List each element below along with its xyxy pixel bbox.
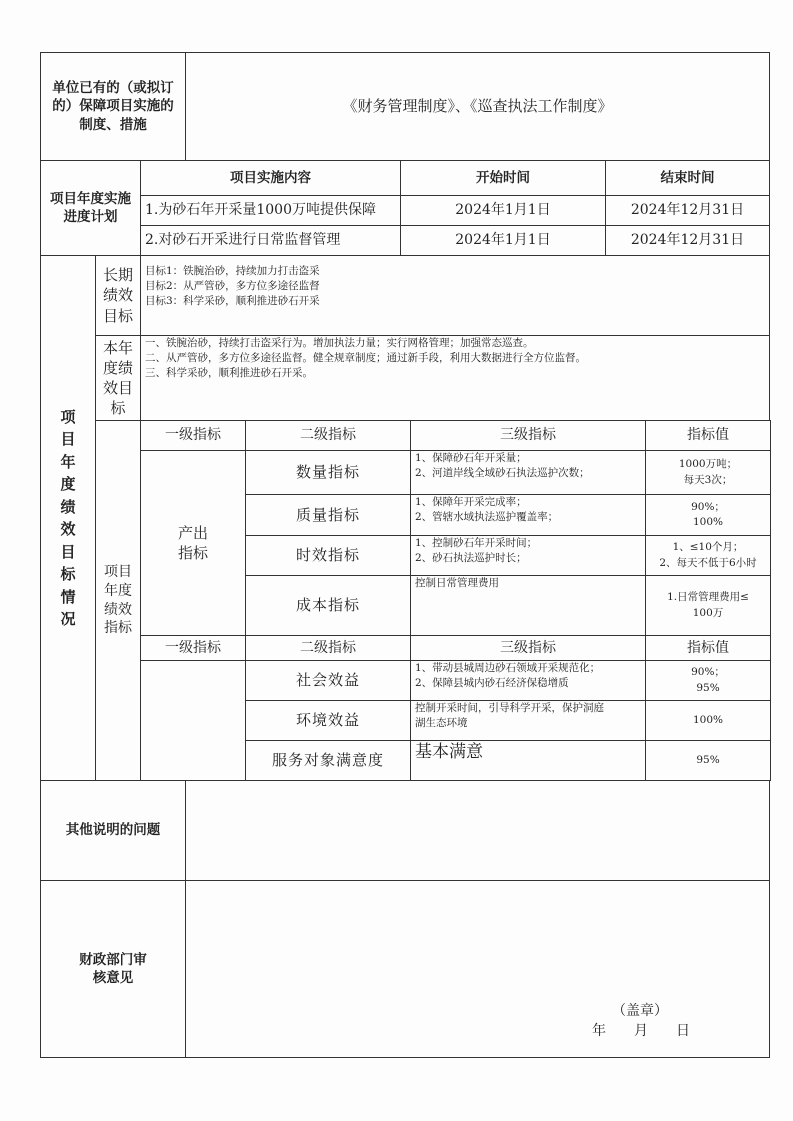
value-cell <box>645 535 771 576</box>
line: 100% <box>692 713 724 726</box>
line: 1、保障砂石年开采量； <box>415 452 527 464</box>
indicator-header: 二级指标 <box>245 635 411 661</box>
line: 1.日常管理费用≤ <box>667 591 749 604</box>
value-cell <box>645 660 771 701</box>
measures-label: 单位已有的（或拟订的）保障项目实施的制度、措施 <box>40 52 186 161</box>
line: 95% <box>696 681 720 694</box>
line: 控制日常管理费用 <box>415 577 499 589</box>
line: 基本满意 <box>415 742 483 762</box>
indicator-header: 二级指标 <box>245 420 411 451</box>
line: 2、河道岸线全域砂石执法巡护次数； <box>415 467 590 480</box>
line: 2、保障县城内砂石经济保稳增质 <box>415 677 569 690</box>
value-cell <box>645 700 771 741</box>
line: 1、≤10个月； <box>672 541 744 554</box>
line: 100% <box>692 516 724 528</box>
plan-header-content: 项目实施内容 <box>140 160 401 196</box>
line: 每天3次； <box>683 473 733 486</box>
value-cell <box>645 575 771 636</box>
performance-label: 项目年度绩效目标情况 <box>40 255 96 781</box>
line: 1、保障年开采完成率； <box>415 496 527 508</box>
level3-cell <box>410 575 646 636</box>
output-level1: 产出指标 <box>140 450 246 636</box>
other-label: 其他说明的问题 <box>40 780 186 881</box>
line: 2、每天不低于6小时 <box>659 556 757 569</box>
level3-cell <box>410 494 646 536</box>
long-term-goal: 目标1：铁腕治砂，持续加力打击盗采 <box>145 265 320 277</box>
plan-row-1-end: 2024年12月31日 <box>605 195 770 226</box>
level2-cell: 社会效益 <box>245 660 411 701</box>
level3-cell <box>410 450 646 495</box>
level3-cell <box>410 660 646 701</box>
level2-cell: 服务对象满意度 <box>245 740 411 781</box>
plan-row-1-content: 1.为砂石年开采量1000万吨提供保障 <box>140 195 401 226</box>
long-term-goal: 目标3：科学采砂，顺利推进砂石开采 <box>145 295 320 308</box>
line: 1、控制砂石年开采时间； <box>415 537 538 549</box>
plan-row-2-start: 2024年1月1日 <box>400 225 606 256</box>
plan-row-2-content: 2.对砂石开采进行日常监督管理 <box>140 225 401 256</box>
line: 2、管辖水域执法巡护覆盖率； <box>415 511 559 524</box>
level2-cell: 质量指标 <box>245 494 411 536</box>
indicators-label: 项目年度绩效指标 <box>95 420 141 781</box>
indicator-header: 指标值 <box>645 420 771 451</box>
line: 2、砂石执法巡护时长； <box>415 552 527 565</box>
plan-label: 项目年度实施进度计划 <box>40 160 141 256</box>
level2-cell: 数量指标 <box>245 450 411 495</box>
plan-row-2-end: 2024年12月31日 <box>605 225 770 256</box>
level2-cell: 环境效益 <box>245 700 411 741</box>
level2-cell: 时效指标 <box>245 535 411 576</box>
indicator-header: 一级指标 <box>140 635 246 661</box>
level2-cell: 成本指标 <box>245 575 411 636</box>
annual-goal: 三、科学采砂，顺利推进砂石开采。 <box>145 367 313 380</box>
indicator-header: 三级指标 <box>410 635 646 661</box>
line: 湖生态环境 <box>415 717 468 730</box>
line: 90%； <box>691 500 725 513</box>
other-content <box>185 780 770 881</box>
annual-goal: 二、从严管砂，多方位多途径监督。健全规章制度；通过新手段，利用大数据进行全方位监督。 <box>145 352 586 365</box>
indicator-header: 三级指标 <box>410 420 646 451</box>
line: 100万 <box>692 606 724 619</box>
line: 1000万吨； <box>678 458 738 471</box>
line: 1、带动县城周边砂石领域开采规范化； <box>415 662 601 674</box>
indicator-header: 指标值 <box>645 635 771 661</box>
line: 控制开采时间，引导科学开采，保护洞庭 <box>415 702 604 714</box>
seal-text: （盖章） <box>612 1003 668 1019</box>
measures-content: 《财务管理制度》、《巡查执法工作制度》 <box>185 52 770 161</box>
level3-cell <box>410 700 646 741</box>
annual-goal: 一、铁腕治砂，持续打击盗采行为。增加执法力量；实行网格管理；加强常态巡查。 <box>145 337 534 349</box>
value-cell <box>645 740 771 781</box>
value-cell <box>645 494 771 536</box>
plan-header-end: 结束时间 <box>605 160 770 196</box>
plan-header-start: 开始时间 <box>400 160 606 196</box>
plan-row-1-start: 2024年1月1日 <box>400 195 606 226</box>
finance-label: 财政部门审核意见 <box>40 880 186 1058</box>
annual-label: 本年度绩效目标 <box>95 335 141 421</box>
line: 95% <box>696 753 720 766</box>
value-cell <box>645 450 771 495</box>
benefit-level1 <box>140 660 246 781</box>
line: 90%； <box>691 666 725 679</box>
date-text: 年 月 日 <box>592 1023 690 1039</box>
long-term-label: 长期绩效目标 <box>95 255 141 336</box>
indicator-header: 一级指标 <box>140 420 246 451</box>
level3-cell <box>410 535 646 576</box>
long-term-goal: 目标2：从严管砂，多方位多途径监督 <box>145 280 320 293</box>
level3-cell <box>410 740 646 781</box>
